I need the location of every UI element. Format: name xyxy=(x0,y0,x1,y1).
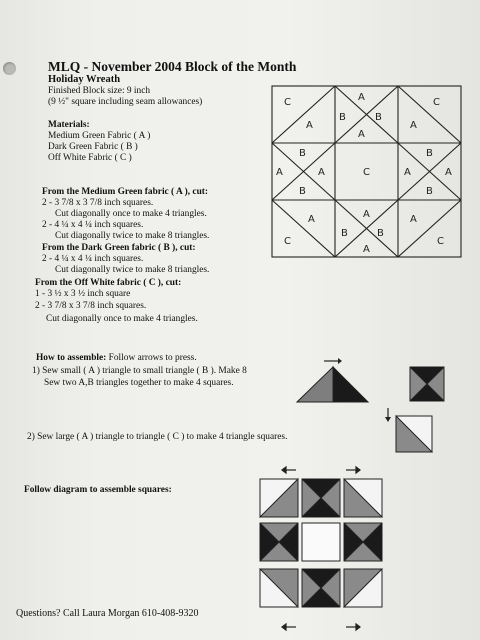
label-c: C xyxy=(284,236,291,247)
finished-size: Finished Block size: 9 inch xyxy=(48,86,151,96)
page-subtitle: Holiday Wreath xyxy=(48,74,121,85)
label-b: B xyxy=(426,186,433,197)
label-a: A xyxy=(358,129,365,140)
medium-green-heading: From the Medium Green fabric ( A ), cut: xyxy=(42,187,209,197)
dark-green-heading: From the Dark Green fabric ( B ), cut: xyxy=(42,243,196,253)
block-diagram xyxy=(270,82,465,260)
step1-line2: Sew two A,B triangles together to make 4 squares. xyxy=(44,378,234,388)
cut-line: 2 - 4 ¼ x 4 ¼ inch squares. xyxy=(42,254,144,264)
cut-line: Cut diagonally once to make 4 triangles. xyxy=(55,209,207,219)
label-b: B xyxy=(377,228,384,239)
assembly-heading-line xyxy=(36,353,197,364)
label-b: B xyxy=(299,148,306,159)
cut-line: 2 - 3 7/8 x 3 7/8 inch squares. xyxy=(35,301,147,311)
label-a: A xyxy=(363,209,370,220)
cut-line: Cut diagonally twice to make 8 triangles. xyxy=(55,231,210,241)
hourglass-square xyxy=(302,479,340,517)
step1-finished-square xyxy=(409,366,445,402)
hourglass-square xyxy=(260,523,298,561)
center-square xyxy=(302,523,340,561)
label-b: B xyxy=(426,148,433,159)
hourglass-square xyxy=(344,523,382,561)
label-c: C xyxy=(284,97,291,108)
label-b: B xyxy=(375,112,382,123)
corner-square xyxy=(344,479,382,517)
cut-line: Cut diagonally once to make 4 triangles. xyxy=(46,314,198,324)
step2-text: 2) Sew large ( A ) triangle to triangle ( C ) to make 4 triangle squares. xyxy=(27,432,288,442)
step1-line1: 1) Sew small ( A ) triangle to small triangle ( B ). Make 8 xyxy=(32,366,247,376)
materials-heading: Materials: xyxy=(48,120,90,130)
triangle-a xyxy=(297,367,333,402)
assembly-heading-rest: Follow arrows to press. xyxy=(108,353,197,363)
assembly-diagram xyxy=(256,465,386,633)
off-white-heading: From the Off White fabric ( C ), cut: xyxy=(35,278,182,288)
cut-line: 2 - 4 ¼ x 4 ¼ inch squares. xyxy=(42,220,144,230)
label-c: C xyxy=(433,97,440,108)
material-item: Dark Green Fabric ( B ) xyxy=(48,142,138,152)
label-a: A xyxy=(318,167,325,178)
label-a: A xyxy=(404,167,411,178)
page-title: MLQ - November 2004 Block of the Month xyxy=(48,59,297,74)
material-item: Off White Fabric ( C ) xyxy=(48,153,132,163)
label-a: A xyxy=(306,120,313,131)
follow-diagram-text: Follow diagram to assemble squares: xyxy=(24,485,172,495)
corner-square xyxy=(260,479,298,517)
step1-triangles xyxy=(296,358,406,404)
label-b: B xyxy=(341,228,348,239)
label-b: B xyxy=(339,112,346,123)
label-b: B xyxy=(299,186,306,197)
hourglass-square xyxy=(302,569,340,607)
cut-line: 1 - 3 ½ x 3 ½ inch square xyxy=(35,289,131,299)
corner-square xyxy=(344,569,382,607)
label-a: A xyxy=(363,244,370,255)
assembly-heading: How to assemble: xyxy=(36,353,107,363)
corner-square xyxy=(260,569,298,607)
label-a: A xyxy=(308,214,315,225)
triangle-b xyxy=(333,367,368,402)
arrow-head-icon xyxy=(338,358,342,364)
square-note: (9 ½" square including seam allowances) xyxy=(48,97,203,107)
label-a: A xyxy=(276,167,283,178)
label-a: A xyxy=(410,214,417,225)
label-a: A xyxy=(445,167,452,178)
label-a: A xyxy=(410,120,417,131)
arrow-head-icon xyxy=(385,417,391,422)
step2-triangle-square xyxy=(380,408,434,456)
cut-line: 2 - 3 7/8 x 3 7/8 inch squares. xyxy=(42,198,154,208)
binder-hole xyxy=(3,62,16,75)
label-a: A xyxy=(358,92,365,103)
cut-line: Cut diagonally twice to make 8 triangles. xyxy=(55,265,210,275)
label-c: C xyxy=(363,167,370,178)
label-c: C xyxy=(437,236,444,247)
contact-footer: Questions? Call Laura Morgan 610-408-9320 xyxy=(16,608,199,619)
material-item: Medium Green Fabric ( A ) xyxy=(48,131,151,141)
